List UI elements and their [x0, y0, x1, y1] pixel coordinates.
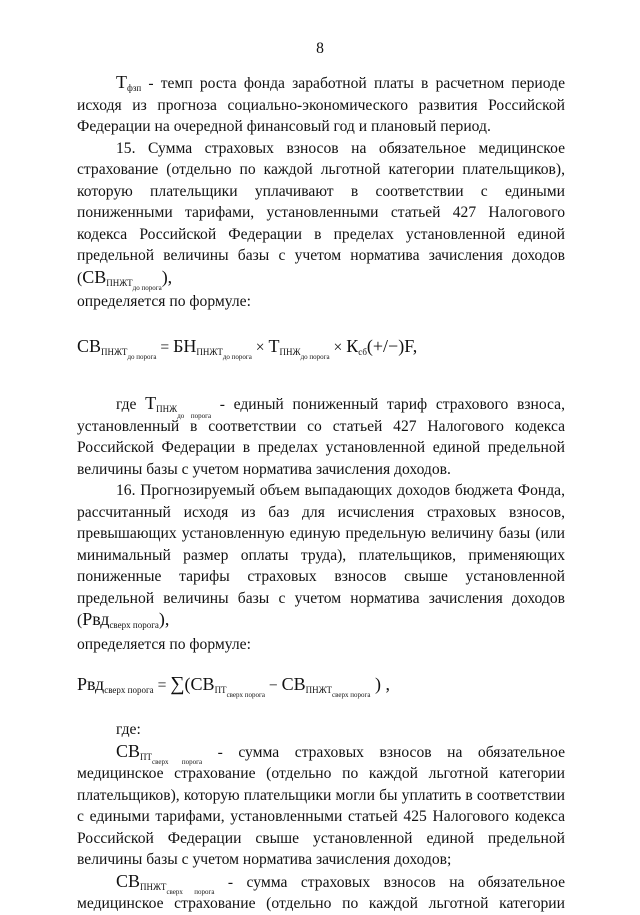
subsub-text: сверх порога [152, 757, 203, 766]
paragraph-close: ), [158, 609, 170, 629]
paragraph-text: - сумма страховых взносов на обязательное медицинское страхование (отдельно по каждой льготной категории [77, 873, 565, 912]
paragraph-text: - темп роста фонда заработной платы в расчетном периоде исходя из прогноза социально-экономического развития Российской Федерации на очередной финансовый год и плановый период. [77, 75, 565, 135]
paragraph-15 [77, 138, 565, 290]
symbol-sub-pnzh [156, 403, 212, 420]
formula-tail: (+/−)F, [366, 335, 418, 356]
formula-lhs-sub [101, 346, 157, 361]
paragraph-sv-pnzht-definition [77, 871, 565, 915]
symbol-sv: СВ [116, 870, 141, 891]
symbol-t: Т [145, 392, 157, 413]
paragraph-text: 15. Сумма страховых взносов на обязательное медицинское страхование (отдельно по каждой льготной категории плательщиков), которую плательщики уплачивают в соответствии с едиными пониженными тарифами, установленными статьей 427 Налогового кодекса Российской Федерации в пределах установленной единой предельной величины базы с учетом норматива зачисления доходов ( [77, 139, 565, 287]
paragraph-close: ), [161, 266, 173, 287]
formula-term-t-sub [279, 346, 330, 361]
formula-eq: = [153, 677, 171, 694]
formula-term-bn-sub [196, 346, 252, 361]
sum-sigma-icon: ∑ [170, 673, 185, 695]
subsub-text: до порога [127, 352, 157, 361]
formula-open-paren: ( [184, 674, 191, 694]
formula-term-sv-pt-sub [214, 685, 266, 699]
subsub-text: сверх порога [226, 691, 266, 699]
symbol-sv: СВ [116, 740, 141, 761]
sub-text: ПНЖ [279, 346, 301, 357]
sub-text: ПНЖТ [106, 277, 133, 288]
symbol-sv: СВ [82, 266, 107, 287]
sub-text: ПНЖ [156, 403, 178, 414]
sub-text: ПНЖТ [140, 881, 167, 892]
paragraph-text: 16. Прогнозируемый объем выпадающих доходов бюджета Фонда, рассчитанный исходя из баз для исчисления страховых взносов, превышающих установленную единую предельную величину базы (или минимальный размер оплаты труда), плательщиков, применяющих пониженные тарифы страховых взносов свыше установленной предельной величины базы с учетом норматива зачисления доходов ( [77, 482, 565, 629]
sub-text: ПТ [140, 751, 153, 762]
formula-eq: = [156, 338, 174, 356]
formula-term-bn: БН [173, 335, 197, 356]
paragraph-text: - сумма страховых взносов на обязательное медицинское страхование (отдельно по каждой льготной категории плательщиков), которую плательщики могли бы уплатить в соответствии с едиными тарифами, установленными статьей 425 Налогового кодекса Российской Федерации свыше установленной единой предельной величины базы с учетом норматива зачисления доходов; [77, 743, 566, 868]
symbol-t: Т [116, 72, 127, 92]
paragraph-pre: где [116, 395, 146, 413]
formula-term-sv-pt: СВ [190, 674, 215, 694]
subsub-text: сверх порога [332, 691, 371, 699]
formula-times: × [329, 338, 347, 356]
paragraph-tfzp-definition [77, 72, 565, 138]
subsub-text: до порога [222, 352, 252, 361]
formula-times: × [251, 338, 269, 356]
paragraph-16 [77, 480, 565, 632]
formula-term-k-sub: сб [358, 346, 367, 357]
formula-lhs: Рвд [77, 674, 105, 694]
formula-term-sv-pnzht-sub [305, 685, 371, 699]
paragraph-where: где: [116, 721, 141, 738]
subsub-text: сверх порога [166, 887, 215, 896]
formula-lhs: СВ [77, 335, 102, 356]
symbol-sub-fzp: фзп [127, 83, 142, 93]
formula-minus: − [265, 677, 282, 694]
formula-lhs-sub: сверх порога [104, 685, 154, 695]
paragraph-formula-intro-2: определяется по формуле: [77, 635, 251, 653]
document-body [77, 72, 565, 915]
page-number: 8 [316, 40, 324, 57]
symbol-sub-pnzht [106, 277, 162, 292]
sub-text: ПТ [214, 685, 227, 695]
paragraph-tpnzh-definition [77, 393, 565, 481]
formula-rvd [77, 669, 565, 701]
paragraph-formula-intro-1: определяется по формуле: [77, 293, 251, 310]
formula-term-sv-pnzht: СВ [281, 674, 306, 694]
sub-text: ПНЖТ [101, 346, 128, 357]
sub-text: ПНЖТ [305, 685, 333, 695]
formula-term-t: Т [268, 335, 280, 356]
subsub-text: до порога [132, 283, 162, 292]
sub-text: ПНЖТ [196, 346, 223, 357]
symbol-sub-pnzht [140, 881, 215, 896]
formula-term-k: К [346, 335, 359, 356]
subsub-text: до порога [177, 411, 212, 420]
paragraph-sv-pt-definition [77, 741, 565, 871]
symbol-sub-pt [140, 751, 203, 766]
paragraph-text: - единый пониженный тариф страхового взноса, установленный в соответствии со статьей 427 Налогового кодекса Российской Федерации в пределах установленной единой предельной величины базы с учетом норматива зачисления доходов. [77, 395, 565, 478]
symbol-rvd: Рвд [82, 609, 110, 629]
formula-close: ) , [370, 674, 390, 694]
formula-sv-pnzht [77, 331, 565, 363]
symbol-sub-sverh-poroga: сверх порога [109, 620, 159, 630]
subsub-text: до порога [300, 352, 330, 361]
